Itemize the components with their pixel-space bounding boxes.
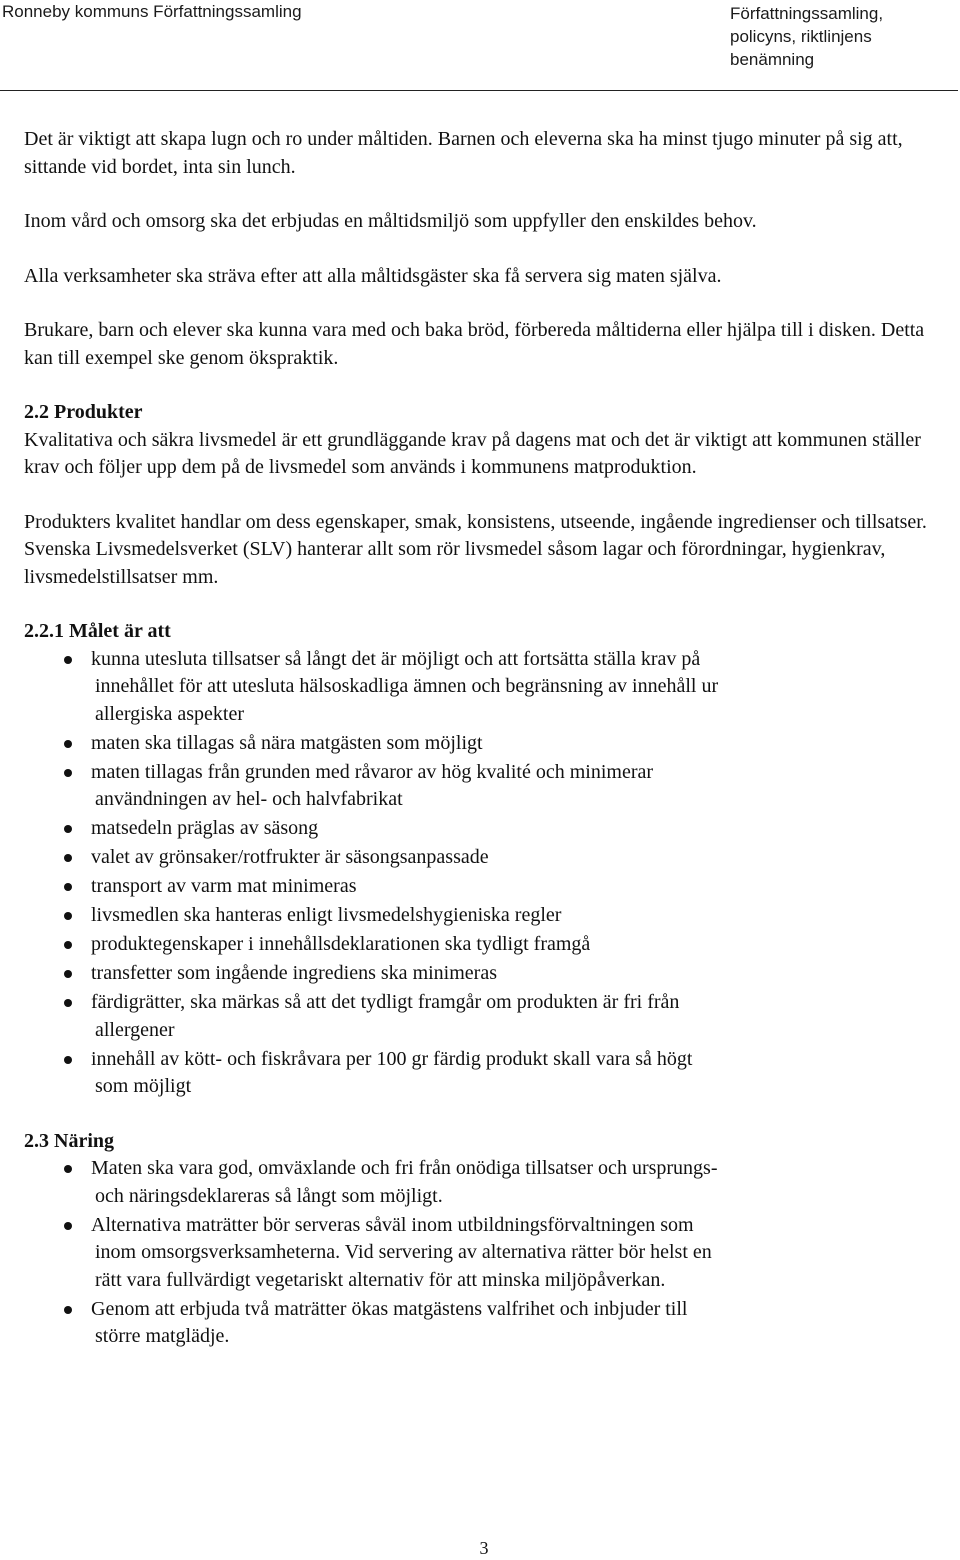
list-item-line: rätt vara fullvärdigt vegetariskt alternativ för att minska miljöpåverkan.	[95, 1268, 666, 1291]
bullet-icon	[64, 769, 72, 777]
bullet-icon	[64, 1056, 72, 1064]
list-item	[24, 902, 940, 930]
paragraph: Alla verksamheter ska sträva efter att alla måltidsgäster ska få servera sig maten själva.	[24, 264, 722, 287]
section-heading: 2.2 Produkter	[24, 401, 143, 423]
list-item-text	[91, 960, 940, 988]
list-item	[24, 989, 940, 1044]
bullet-icon	[64, 656, 72, 664]
goal-list	[24, 646, 940, 1101]
section-produkter	[24, 399, 940, 482]
bullet-icon	[64, 912, 72, 920]
nutrition-list	[24, 1155, 940, 1351]
list-item-line: användningen av hel- och halvfabrikat	[95, 788, 403, 810]
list-item-line: som möjligt	[95, 1075, 192, 1097]
list-item-line: Maten ska vara god, omväxlande och fri från onödiga tillsatser och ursprungs-	[91, 1157, 718, 1179]
header-right-line: benämning	[730, 50, 815, 69]
list-item-line: innehållet för att utesluta hälsoskadliga ämnen och begränsning av innehåll ur	[95, 675, 719, 697]
header-document-type	[730, 2, 956, 71]
section-heading: 2.3 Näring	[24, 1129, 114, 1152]
bullet-icon	[64, 740, 72, 748]
list-item-text	[91, 989, 940, 1044]
list-item-text	[91, 759, 940, 814]
list-item-line: livsmedlen ska hanteras enligt livsmedelshygieniska regler	[91, 904, 562, 926]
bullet-icon	[64, 941, 72, 949]
section-heading: 2.2.1 Målet är att	[24, 620, 171, 642]
list-item-line: inom omsorgsverksamheterna. Vid servering av alternativa rätter bör helst en	[95, 1241, 712, 1263]
section-malet	[24, 618, 940, 1101]
list-item-line: större matglädje.	[95, 1325, 230, 1347]
page-header	[0, 0, 960, 92]
list-item-line: produktegenskaper i innehållsdeklarationen ska tydligt framgå	[91, 933, 591, 955]
header-organization: Ronneby kommuns Författningssamling	[2, 2, 302, 21]
paragraph: Kvalitativa och säkra livsmedel är ett grundläggande krav på dagens mat och det är viktigt att kommunen ställer krav och följer upp dem på de livsmedel som används i kommunens matproduktion.	[24, 428, 921, 478]
bullet-icon	[64, 825, 72, 833]
list-item-text	[91, 646, 940, 729]
list-item-line: färdigrätter, ska märkas så att det tydligt framgår om produkten är fri från	[91, 991, 680, 1013]
list-item-text	[91, 1046, 940, 1101]
list-item	[24, 1212, 940, 1295]
bullet-icon	[64, 999, 72, 1007]
paragraph: Brukare, barn och elever ska kunna vara med och baka bröd, förbereda måltiderna eller hjälpa till i disken. Detta kan till exempel ske genom ökspraktik.	[24, 319, 925, 369]
list-item	[24, 960, 940, 988]
list-item-line: Alternativa maträtter bör serveras såväl inom utbildningsförvaltningen som	[91, 1213, 694, 1236]
bullet-icon	[64, 970, 72, 978]
list-item	[24, 759, 940, 814]
list-item-text	[91, 1155, 940, 1210]
list-item	[24, 730, 940, 758]
list-item-text	[91, 902, 940, 930]
list-item-line: maten ska tillagas så nära matgästen som möjligt	[91, 731, 483, 754]
list-item	[24, 873, 940, 901]
list-item	[24, 646, 940, 729]
bullet-icon	[64, 854, 72, 862]
list-item	[24, 844, 940, 872]
paragraph: Det är viktigt att skapa lugn och ro under måltiden. Barnen och eleverna ska ha minst tjugo minuter på sig att, sittande vid bordet, inta sin lunch.	[24, 128, 903, 178]
list-item-line: valet av grönsaker/rotfrukter är säsongsanpassade	[91, 846, 489, 868]
list-item-text	[91, 873, 940, 901]
bullet-icon	[64, 1306, 72, 1314]
header-right-line: Författningssamling,	[730, 4, 884, 23]
list-item-text	[91, 931, 940, 959]
list-item-line: allergener	[95, 1018, 175, 1041]
paragraph: Produkters kvalitet handlar om dess egenskaper, smak, konsistens, utseende, ingående ingredienser och tillsatser. Svenska Livsmedelsverket (SLV) hanterar allt som rör livsmedel såsom lagar och förordningar, hygienkrav, livsmedelstillsatser mm.	[24, 510, 927, 588]
list-item-line: matsedeln präglas av säsong	[91, 817, 319, 839]
section-naring	[24, 1128, 940, 1351]
header-right-line: policyns, riktlinjens	[730, 27, 872, 46]
list-item	[24, 1155, 940, 1210]
list-item-text	[91, 730, 940, 758]
bullet-icon	[64, 1165, 72, 1173]
list-item-text	[91, 815, 940, 843]
list-item-line: och näringsdeklareras så långt som möjligt.	[95, 1184, 443, 1207]
page-number: 3	[479, 1538, 489, 1558]
list-item-line: kunna utesluta tillsatser så långt det är möjligt och att fortsätta ställa krav på	[91, 647, 701, 670]
list-item-text	[91, 844, 940, 872]
list-item	[24, 931, 940, 959]
list-item-text	[91, 1212, 940, 1295]
document-body	[24, 126, 940, 1378]
list-item-line: maten tillagas från grunden med råvaror av hög kvalité och minimerar	[91, 760, 654, 783]
list-item-line: transfetter som ingående ingrediens ska minimeras	[91, 962, 497, 984]
list-item-text	[91, 1296, 940, 1351]
list-item	[24, 815, 940, 843]
list-item	[24, 1046, 940, 1101]
list-item-line: transport av varm mat minimeras	[91, 875, 357, 897]
bullet-icon	[64, 1222, 72, 1230]
list-item-line: allergiska aspekter	[95, 702, 245, 725]
paragraph: Inom vård och omsorg ska det erbjudas en måltidsmiljö som uppfyller den enskildes behov.	[24, 210, 757, 232]
list-item-line: innehåll av kött- och fiskråvara per 100 gr färdig produkt skall vara så högt	[91, 1047, 693, 1070]
list-item-line: Genom att erbjuda två maträtter ökas matgästens valfrihet och inbjuder till	[91, 1297, 688, 1320]
header-divider	[0, 90, 958, 91]
list-item	[24, 1296, 940, 1351]
bullet-icon	[64, 883, 72, 891]
